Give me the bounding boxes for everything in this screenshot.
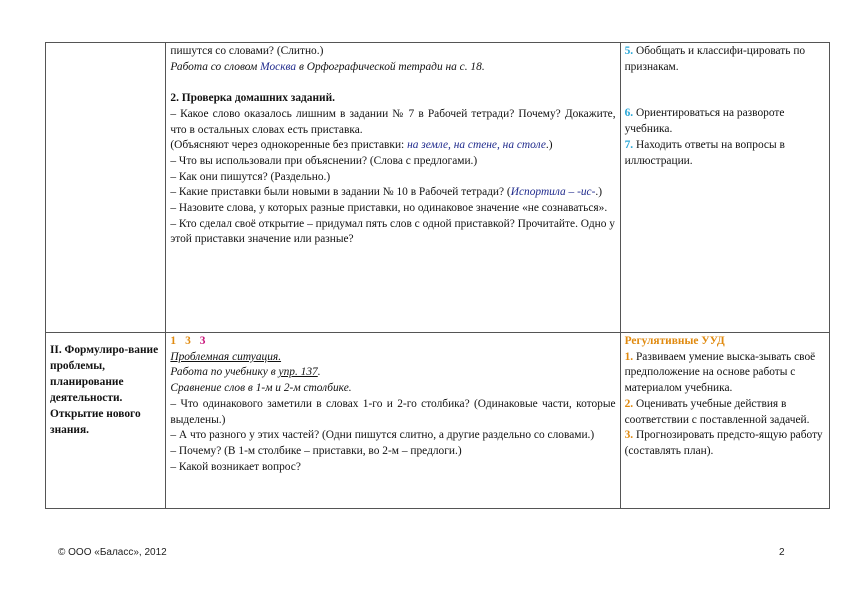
spacer xyxy=(170,75,615,91)
item-number: 3. xyxy=(624,429,634,442)
item-number: 6. xyxy=(624,107,634,120)
highlight-word: Москва xyxy=(260,60,297,73)
footer-copyright: © ООО «Баласс», 2012 xyxy=(58,547,167,558)
activity-cell xyxy=(166,43,620,333)
uud-item xyxy=(625,397,825,428)
text-fragment: – Какие приставки были новыми в задании № 10 в Рабочей тетради? ( xyxy=(170,186,511,199)
uud-cell xyxy=(620,43,829,333)
item-text: Оценивать учебные действия в соответствии с поставленной задачей. xyxy=(624,397,810,426)
item-text: Прогнозировать предсто-ящую работу (составлять план). xyxy=(624,429,823,457)
paragraph: – Что вы использовали при объяснении? (Слова с предлогами.) xyxy=(170,154,478,167)
uud-item xyxy=(625,44,825,75)
text-fragment: Работа со словом xyxy=(170,60,261,73)
item-text: Ориентироваться на развороте учебника. xyxy=(624,107,785,136)
paragraph: – Какой возникает вопрос? xyxy=(170,460,301,473)
paragraph: – А что разного у этих частей? (Одни пишутся слитно, а другие раздельно со словами.) xyxy=(170,429,595,442)
text-fragment: в Орфографической тетради на с. 18. xyxy=(296,60,485,73)
paragraph: – Какое слово оказалось лишним в задании № 7 в Рабочей тетради? Почему? Докажите, что в остальных словах есть приставка. xyxy=(170,107,616,136)
highlight-words: на земле, на стене, на столе xyxy=(407,139,546,152)
spacer xyxy=(625,75,825,106)
level-number: 3 xyxy=(199,335,206,347)
text-line: пишутся со словами? (Слитно.) xyxy=(170,45,324,57)
text-fragment: Работа по учебнику в xyxy=(170,366,279,379)
paragraph: – Назовите слова, у которых разные приставки, но одинаковое значение «не сознаваться». xyxy=(170,202,608,215)
paragraph xyxy=(170,185,615,201)
item-number: 5. xyxy=(624,45,634,57)
text-line xyxy=(170,60,615,76)
item-text: Обобщать и классифи-цировать по признакам. xyxy=(624,45,806,73)
paragraph: – Как они пишутся? (Раздельно.) xyxy=(170,170,331,183)
text-fragment: . xyxy=(317,366,321,379)
text-line xyxy=(170,365,615,381)
stage-title: II. Формулиро-вание проблемы, планирование деятельности. Открытие нового знания. xyxy=(50,344,159,436)
text-line: Сравнение слов в 1-м и 2-м столбике. xyxy=(170,382,352,395)
item-text: Развиваем умение выска-зывать своё предположение на основе работы с материалом учебника. xyxy=(624,350,816,395)
level-number: 1 xyxy=(170,335,177,347)
text-line: Проблемная ситуация. xyxy=(170,350,282,363)
stage-cell xyxy=(46,333,166,509)
item-text: Находить ответы на вопросы в иллюстрации. xyxy=(624,138,785,167)
uud-item xyxy=(625,106,825,137)
stage-cell-empty xyxy=(46,43,166,333)
highlight-words: Испортила – -ис- xyxy=(510,186,596,199)
uud-cell xyxy=(620,333,829,509)
activity-cell xyxy=(166,333,620,509)
table-row xyxy=(46,43,830,333)
item-number: 2. xyxy=(624,397,634,410)
paragraph: – Что одинакового заметили в словах 1-го и 2-го столбика? (Одинаковые части, которые выделены.) xyxy=(170,397,616,426)
level-number: 3 xyxy=(185,335,191,347)
paragraph: – Кто сделал своё открытие – придумал пять слов с одной приставкой? Прочитайте. Одно у этой приставки значение или разные? xyxy=(170,217,615,246)
uud-item xyxy=(625,428,825,459)
item-number: 7. xyxy=(624,138,634,151)
text-fragment: .) xyxy=(545,139,553,152)
level-numbers xyxy=(170,334,615,350)
uud-heading: Регулятивные УУД xyxy=(624,335,725,347)
section-heading: 2. Проверка домашних заданий. xyxy=(170,92,336,105)
lesson-table xyxy=(45,42,830,509)
page-number: 2 xyxy=(779,547,785,558)
item-number: 1. xyxy=(624,350,634,363)
uud-item xyxy=(625,138,825,169)
text-fragment: (Объясняют через однокоренные без приставки: xyxy=(170,139,408,152)
exercise-ref: упр. 137 xyxy=(278,366,318,379)
table-row xyxy=(46,333,830,509)
paragraph xyxy=(170,138,615,154)
uud-item xyxy=(625,350,825,397)
text-fragment: .) xyxy=(595,186,603,199)
paragraph: – Почему? (В 1-м столбике – приставки, во 2-м – предлоги.) xyxy=(170,444,462,457)
